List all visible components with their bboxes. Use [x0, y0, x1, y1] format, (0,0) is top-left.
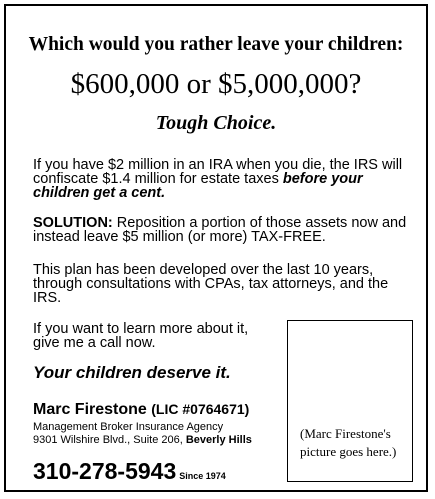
contact-name: Marc Firestone [33, 401, 147, 418]
advertisement [4, 4, 428, 492]
contact-license: (LIC #0764671) [151, 401, 250, 417]
agency-block [33, 421, 252, 447]
headline: Which would you rather leave your children: [28, 34, 404, 55]
ira-paragraph [33, 158, 413, 200]
deserve-tagline: Your children deserve it. [33, 363, 231, 382]
plan-paragraph: This plan has been developed over the last 10 years, through consultations with CPAs, tax attorneys, and the IRS. [33, 262, 389, 306]
agency-name: Management Broker Insurance Agency [33, 421, 224, 433]
call-paragraph: If you want to learn more about it, give me a call now. [33, 321, 249, 351]
ira-text: If you have $2 million in an IRA when you die, the IRS will confiscate $1.4 million for estate taxes [33, 157, 403, 187]
photo-placeholder [287, 320, 413, 482]
tough-choice: Tough Choice. [155, 112, 277, 134]
agency-address [33, 434, 252, 447]
ira-emphasis: before your children get a cent. [33, 171, 363, 201]
address-city: Beverly Hills [185, 434, 252, 446]
solution-paragraph [33, 216, 413, 244]
solution-label: SOLUTION: [33, 215, 113, 231]
phone-row [33, 458, 226, 485]
address-street: 9301 Wilshire Blvd., Suite 206, [33, 434, 186, 446]
solution-text: Reposition a portion of those assets now and instead leave $5 million (or more) TAX-FREE. [33, 215, 407, 245]
amounts-question: $600,000 or $5,000,000? [70, 68, 362, 100]
phone-number[interactable]: 310-278-5943 [33, 458, 177, 484]
since-label: Since 1974 [179, 471, 226, 481]
contact-name-line [33, 401, 249, 419]
photo-caption: (Marc Firestone's picture goes here.) [300, 426, 397, 459]
